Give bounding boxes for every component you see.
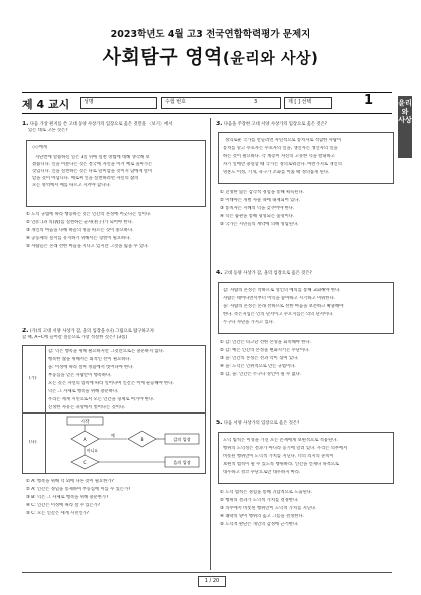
q2-ga-label: (가) [29,376,37,381]
q1-letter-line: 지난번에 말씀하신 일은 3일 뒤에 실천 방법에 대해 생각해 보 [35,155,150,160]
q4-passage-line: 사람은 태어나면서부터 이익을 좋아하고 시기하고 미워한다. [223,296,335,301]
q2-stem-line1: 2. (가)의 고대 서양 사상가 갑, 을의 입장을 (나) 그림으로 탐구하고자 [22,328,154,334]
q3-passage-line: 정의로운 국가를 만들려면 자연적으로 통치자로 적합한 사람이 [225,138,342,143]
subject-sub: (윤리와 사상) [222,49,319,67]
q2-choice-2[interactable]: ② A: 인간은 정념을 통제하여 부동심에 이를 수 있는가? [26,487,131,492]
q1-letter-line: 모든 영역에서 예를 따르고 지켜야 합니다. [32,183,111,188]
q2-ga-line: 부동심을 얻은 사람만이 행복하다. [48,373,112,378]
q2-choice-1[interactable]: ① A: 행복을 위해 덕 외에 다른 것이 필요한가? [26,479,114,484]
q2-na-label-cell [23,413,46,473]
q5-number: 5. [216,420,223,426]
footer-page-total: 20 [212,578,220,584]
q3-stem: 3. 다음을 주장한 고대 서양 사상가의 입장으로 옳은 것은? [216,121,328,127]
q2-stem-line2: 할 때, A~C에 들어갈 질문으로 가장 적절한 것은? [3점] [22,335,127,340]
q4-passage-line: 갑: 사람의 본성은 악하므로 성인의 예의를 통해 교화해야 한다. [223,288,341,293]
q2-choice-3[interactable]: ③ B: 덕은 그 자체로 행복을 위해 충분한가? [26,495,109,500]
q1-stem-line1: 1. 다음 가상 편지를 쓴 고대 동양 사상가의 입장으로 옳은 것만을 〈보기〉에서 [22,121,173,127]
q4-choice-5[interactable]: ⑤ 갑, 을: 인간은 누구나 성인이 될 수 없다. [220,372,302,377]
flow-a-text: A [83,438,87,443]
choice-label: 제 [ ] 선택 [288,99,312,105]
q4-passage-line: 한다. 측은지심은 인의 단서이고 수오지심은 의의 단서이다. [223,312,334,317]
q1-choice-2[interactable]: ② 인(仁)과 의(義)를 실천하는 군자(君子)가 되어야 한다. [26,220,134,225]
q4-passage-line: 누구나 사단을 가지고 있다. [223,320,275,325]
exam-number-box[interactable] [161,97,281,109]
q1-letter-box [26,140,206,207]
q5-passage-line: 행위의 도덕성은 결과가 아니라 동기에 달려 있다. 우리는 의무에서 [223,446,348,451]
q4-choice-1[interactable]: ① 갑: 인간은 타고난 선한 본성을 회복해야 한다. [220,340,311,345]
q4-passage-line: 을: 사람의 본성은 본래 선하므로 선한 마음을 보존하고 확충해야 [223,304,344,309]
q5-choice-5[interactable]: ⑤ 도덕적 판단은 개인의 감정에 근거한다. [220,522,299,527]
name-box[interactable] [80,97,157,109]
q3-passage-box [218,132,394,184]
q4-choice-4[interactable]: ④ 을: 도덕은 인위적으로 만든 규범이다. [220,364,296,369]
q3-passage-line: 자기 일에만 충실할 때 국가는 정의로워진다. 마찬가지로 개인의 [223,162,342,167]
footer-page: 1 / 20 [198,576,226,587]
q3-choice-4[interactable]: ④ 덕은 습관을 통해 형성되는 품성이다. [220,214,295,219]
flow-c-text: C [83,461,87,466]
exam-number-label: 수험 번호 [165,99,186,105]
q2-ga-label-cell [23,346,46,413]
flow-no-label: 아니요 [87,448,99,453]
header-rule [22,92,392,93]
q5-stem: 5. 다음 서양 사상가의 입장으로 옳은 것은? [216,420,300,426]
q1-letter-head: ◇◇에게 [32,145,47,150]
q3-passage-line: 영혼도 이성, 기개, 욕구가 조화를 이룰 때 정의롭게 된다. [223,170,330,175]
q1-choice-4[interactable]: ④ 공동체의 질서를 유지하기 위해서는 형벌이 필요하다. [26,236,131,241]
exam-title: 2023학년도 4월 고3 전국연합학력평가 문제지 [110,29,311,40]
flow-b-text: B [140,438,144,443]
q2-choice-4[interactable]: ④ C: 인간은 이성에 따라 살 수 있는가? [26,503,101,508]
q1-number: 1. [22,121,29,127]
q1-stem-line2: 있는 대로 고른 것은? [28,128,68,133]
q2-choice-5[interactable]: ⑤ C: 모든 인간은 세계 시민인가? [26,511,90,516]
q5-choice-3[interactable]: ③ 의무에서 비롯된 행위만이 도덕적 가치를 지닌다. [220,506,317,511]
q2-ga-line: 진정한 자유는 욕망에서 벗어나는 것이다. [48,405,126,410]
q2-ga-box [22,345,206,414]
q5-choice-4[interactable]: ④ 쾌락의 양이 행위의 옳고 그름을 결정한다. [220,514,304,519]
q1-letter-line: 암을 것이 아닙니다. 예로써 인을 실천하려면 자신의 삶의 [32,176,139,181]
q2-flowchart [47,415,203,471]
column-divider [210,118,211,570]
period-label: 제 4 교시 [22,98,70,111]
q3-passage-line: 통치를 맡고 수호자는 수호자의 일을, 생산자는 생산자의 일을 [223,146,338,151]
footer-rule [22,572,392,573]
q3-choice-1[interactable]: ① 진정한 앎은 감각적 경험을 통해 획득된다. [220,190,304,195]
q2-ga-line: 우리는 세계 시민으로서 모든 인간을 형제로 여겨야 한다. [48,397,155,402]
q1-letter-line: 겠습니다. 인을 이룬다는 것은 결국에 자신을 이겨 예로 돌아가는 [32,162,153,167]
q2-ga-line: 을: 이성에 따라 살며 정념에서 벗어나야 한다. [48,365,134,370]
q2-ga-line: 덕은 그 자체로 행복을 위해 충분하다. [48,389,119,394]
q3-number: 3. [216,121,223,127]
q2-na-box [22,412,206,474]
q5-passage-line: 비롯된 행위만이 도덕적 가치를 지닌다. 너의 의지의 준칙이 [223,454,334,459]
q1-choice-1[interactable]: ① 도덕 규범에 따라 행동하는 것은 인간의 본성에 어긋나는 일이다. [26,212,152,217]
q3-passage-line: 하는 것이 필요하다. 각 계층이 자신의 고유한 덕을 발휘하고 [223,154,335,159]
flow-out2-text: 을의 입장 [173,460,191,465]
q2-number: 2. [22,328,29,334]
q2-ga-line: 행복한 삶을 위해서는 외적인 선이 필요하다. [48,357,131,362]
subject-main: 사회탐구 영역 [102,46,223,68]
q5-passage-line: 보편적 법칙이 될 수 있도록 행위하라. 인간을 언제나 목적으로 [223,462,340,467]
choice-box[interactable] [284,97,332,109]
q4-passage-box [218,282,394,334]
flow-yes-label: 예 [111,433,115,438]
info-rule [22,113,392,114]
q2-na-label: (나) [29,440,37,445]
name-label: 성명 [84,99,94,105]
q1-letter-line: 것입니다. 인을 실천하는 것은 나로 말미암을 것이지 남에게 말미 [32,169,153,174]
q5-passage-box [218,432,394,484]
q4-choice-2[interactable]: ② 갑: 예는 인간의 본성을 변화시키는 수단이다. [220,348,310,353]
q4-choice-3[interactable]: ③ 을: 인간의 본성은 선과 악이 섞여 있다. [220,356,299,361]
q5-passage-line: 대우하고 결코 수단으로만 대우하지 마라. [223,470,301,475]
q3-choice-3[interactable]: ③ 통치자는 지혜의 덕을 갖추어야 한다. [220,206,295,211]
flow-out1-text: 갑의 입장 [173,437,191,442]
q3-choice-5[interactable]: ⑤ 국가는 시민들의 계약에 의해 성립된다. [220,222,299,227]
q4-stem: 4. 고대 동양 사상가 갑, 을의 입장으로 옳은 것은? [216,270,312,276]
q3-choice-2[interactable]: ② 이데아는 개별 사물 속에 내재되어 있다. [220,198,300,203]
page-number: 1 [364,93,374,108]
side-tab: 윤리와 사상 [398,96,412,158]
q5-passage-line: 도덕 법칙은 이성을 가진 모든 존재에게 보편적으로 적용된다. [223,438,338,443]
q2-ga-line: 갑: 덕은 행복을 위해 필요하지만 그것만으로는 충분하지 않다. [48,349,165,354]
q1-choice-5[interactable]: ⑤ 사람들은 본래 선한 마음을 지니고 있지만 그것을 잃을 수 있다. [26,244,149,249]
footer-page-number: 1 [204,578,208,584]
subject-title [0,42,421,69]
exam-number-value: 3 [254,99,258,105]
q4-number: 4. [216,270,223,276]
q1-choice-3[interactable]: ③ 개인의 마음을 다해 하늘의 명을 따르는 것이 중요하다. [26,228,134,233]
q2-ga-line: 모든 것은 자연의 법칙에 따라 일어나며 인간은 이에 순응해야 한다. [48,381,174,386]
flow-start-text: 시작 [80,420,90,425]
q5-choice-1[interactable]: ① 도덕 법칙은 경험을 통해 귀납적으로 도출된다. [220,490,313,495]
q5-choice-2[interactable]: ② 행위의 결과가 도덕적 가치를 결정한다. [220,498,299,503]
